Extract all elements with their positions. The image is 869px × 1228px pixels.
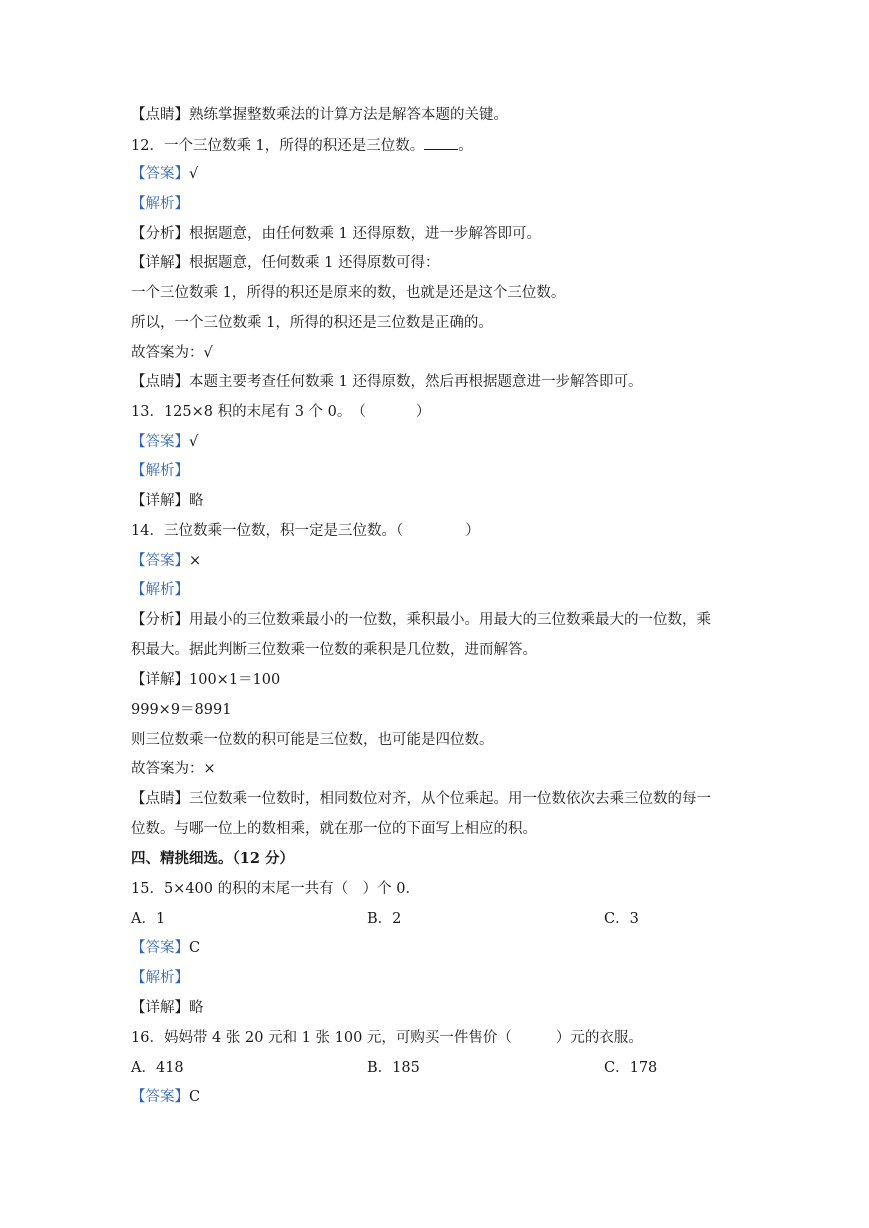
analysis-15: 【解析】 [131, 970, 189, 986]
answer-blank [424, 135, 458, 150]
fenxi-14: 【分析】用最小的三位数乘最小的一位数，乘积最小。用最大的三位数乘最大的一位数，乘 [131, 612, 711, 628]
option-a: A．1 [131, 911, 166, 927]
fenxi-12: 【分析】根据题意，由任何数乘 1 还得原数，进一步解答即可。 [131, 226, 541, 242]
question-16: 16．妈妈带 4 张 20 元和 1 张 100 元，可购买一件售价（ ）元的衣服。 [131, 1030, 643, 1046]
dianjing-12: 【点睛】本题主要考查任何数乘 1 还得原数，然后再根据题意进一步解答即可。 [131, 374, 643, 390]
analysis-12 [131, 194, 189, 214]
answer-12: 【答案】√ [131, 166, 199, 182]
answer-16: 【答案】C [131, 1089, 201, 1105]
answer-13: 【答案】√ [131, 434, 199, 450]
paragraph: 积最大。据此判断三位数乘一位数的乘积是几位数，进而解答。 [131, 642, 537, 658]
option-c: C．178 [604, 1060, 658, 1076]
paragraph: 一个三位数乘 1，所得的积还是原来的数，也就是还是这个三位数。 [131, 285, 566, 301]
question-14: 14．三位数乘一位数，积一定是三位数。（ ） [131, 523, 480, 539]
paragraph: 所以，一个三位数乘 1，所得的积还是三位数是正确的。 [131, 315, 493, 331]
tag-answer: 【答案】 [131, 166, 189, 182]
question-13: 13．125×8 积的末尾有 3 个 0。 （ ） [131, 404, 431, 420]
tag-analysis: 【解析】 [131, 196, 189, 212]
paragraph: 位数。与哪一位上的数相乘，就在那一位的下面写上相应的积。 [131, 821, 537, 837]
answer-15: 【答案】C [131, 940, 201, 956]
paragraph: 故答案为：√ [131, 345, 213, 361]
analysis-13: 【解析】 [131, 463, 189, 479]
option-c: C．3 [604, 911, 639, 927]
dianjing-14: 【点睛】三位数乘一位数时，相同数位对齐，从个位乘起。用一位数依次去乘三位数的每一 [131, 791, 711, 807]
tag-dianjing: 【点睛】 [131, 107, 189, 123]
xiangjie-15: 【详解】略 [131, 1000, 204, 1016]
analysis-14: 【解析】 [131, 582, 189, 598]
option-b: B．185 [367, 1060, 420, 1076]
dianjing-11: 【点睛】熟练掌握整数乘法的计算方法是解答本题的关键。 [131, 107, 508, 123]
paragraph: 999×9＝8991 [131, 702, 232, 718]
xiangjie-12: 【详解】根据题意，任何数乘 1 还得原数可得： [131, 255, 440, 271]
section-heading: 四、精挑细选。（12 分） [131, 850, 294, 867]
paragraph: 故答案为：× [131, 761, 216, 777]
option-b: B．2 [367, 911, 402, 927]
xiangjie-14: 【详解】100×1＝100 [131, 672, 281, 688]
option-a: A．418 [131, 1060, 184, 1076]
question-12: 12．一个三位数乘 1，所得的积还是三位数。 。 [131, 135, 473, 156]
paragraph: 则三位数乘一位数的积可能是三位数，也可能是四位数。 [131, 732, 494, 748]
xiangjie-13: 【详解】略 [131, 493, 204, 509]
question-15: 15．5×400 的积的末尾一共有（ ）个 0． [131, 881, 420, 897]
answer-14: 【答案】× [131, 553, 202, 569]
